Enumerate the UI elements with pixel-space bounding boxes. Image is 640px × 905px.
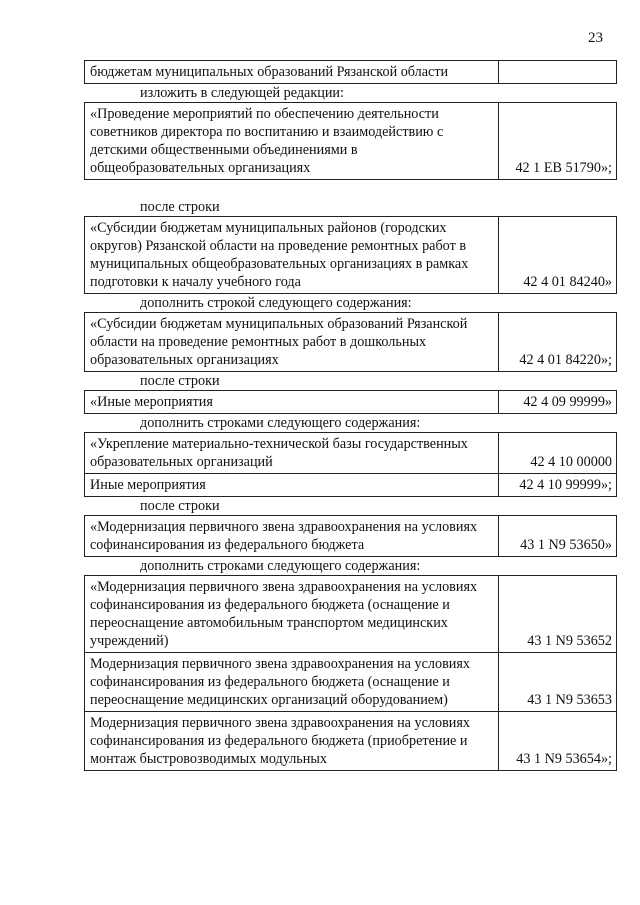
row-code xyxy=(499,61,617,84)
row-code: 42 4 10 00000 xyxy=(499,433,617,474)
row-description: «Модернизация первичного звена здравоохранения на условиях софинансирования из федерального бюджета (оснащение и переоснащение автомобильным транспортом медицинских учреждений) xyxy=(85,576,499,653)
table-row xyxy=(85,217,617,294)
table-row xyxy=(85,653,617,712)
row-code: 43 1 N9 53650» xyxy=(499,516,617,557)
instruction-text: после строки xyxy=(140,373,220,389)
row-description: «Проведение мероприятий по обеспечению деятельности советников директора по воспитанию и взаимодействию с детскими общественными объединениями в общеобразовательных организациях xyxy=(85,103,499,180)
row-code: 42 4 01 84220»; xyxy=(499,313,617,372)
budget-table xyxy=(84,432,617,497)
instruction-text: дополнить строками следующего содержания: xyxy=(140,415,421,431)
table-row xyxy=(85,474,617,497)
instruction-text: дополнить строками следующего содержания: xyxy=(140,558,421,574)
budget-table xyxy=(84,515,617,557)
row-code: 42 4 09 99999» xyxy=(499,391,617,414)
table-row xyxy=(85,313,617,372)
table-row xyxy=(85,433,617,474)
row-description: бюджетам муниципальных образований Рязанской области xyxy=(85,61,499,84)
row-description: Модернизация первичного звена здравоохранения на условиях софинансирования из федерального бюджета (оснащение и переоснащение медицинских организаций оборудованием) xyxy=(85,653,499,712)
row-description: Иные мероприятия xyxy=(85,474,499,497)
table-row xyxy=(85,712,617,771)
page-number: 23 xyxy=(588,30,603,46)
row-code: 43 1 N9 53653 xyxy=(499,653,617,712)
budget-table xyxy=(84,390,617,414)
table-row xyxy=(85,576,617,653)
row-description: «Модернизация первичного звена здравоохранения на условиях софинансирования из федерального бюджета xyxy=(85,516,499,557)
row-description: Модернизация первичного звена здравоохранения на условиях софинансирования из федерального бюджета (приобретение и монтаж быстровозводимых модульных xyxy=(85,712,499,771)
row-description: «Иные мероприятия xyxy=(85,391,499,414)
document-body xyxy=(84,60,612,771)
table-row xyxy=(85,61,617,84)
budget-table xyxy=(84,312,617,372)
row-code: 42 1 EB 51790»; xyxy=(499,103,617,180)
instruction-text: изложить в следующей редакции: xyxy=(140,85,344,101)
row-description: «Субсидии бюджетам муниципальных образований Рязанской области на проведение ремонтных работ в дошкольных образовательных организациях xyxy=(85,313,499,372)
table-row xyxy=(85,391,617,414)
row-code: 43 1 N9 53652 xyxy=(499,576,617,653)
budget-table xyxy=(84,102,617,180)
row-code: 43 1 N9 53654»; xyxy=(499,712,617,771)
row-code: 42 4 10 99999»; xyxy=(499,474,617,497)
table-row xyxy=(85,103,617,180)
budget-table xyxy=(84,60,617,84)
instruction-text: после строки xyxy=(140,498,220,514)
row-description: «Субсидии бюджетам муниципальных районов (городских округов) Рязанской области на проведение ремонтных работ в муниципальных общеобразовательных организациях в рамках подготовки к началу учебного года xyxy=(85,217,499,294)
instruction-text: после строки xyxy=(140,199,220,215)
row-description: «Укрепление материально-технической базы государственных образовательных организаций xyxy=(85,433,499,474)
table-row xyxy=(85,516,617,557)
budget-table xyxy=(84,575,617,771)
instruction-text: дополнить строкой следующего содержания: xyxy=(140,295,412,311)
budget-table xyxy=(84,216,617,294)
spacer xyxy=(84,180,608,198)
row-code: 42 4 01 84240» xyxy=(499,217,617,294)
